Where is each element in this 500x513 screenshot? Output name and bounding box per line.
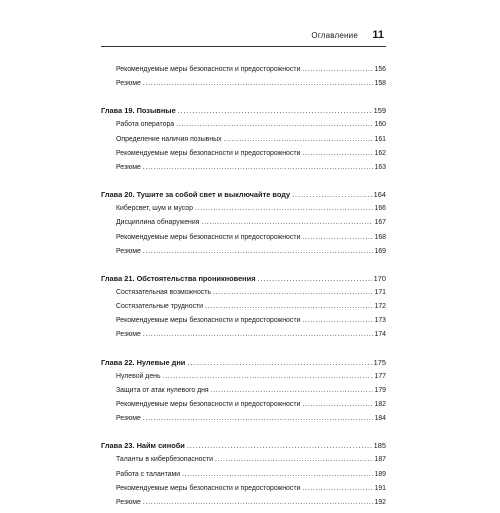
toc-entry-page: 160	[374, 121, 386, 129]
toc-entry-title: Рекомендуемые меры безопасности и предосторожности	[116, 401, 301, 408]
toc-entry-title: Работа с талантами	[116, 470, 181, 478]
toc-dot-leader	[143, 415, 373, 422]
toc-section-entry	[101, 499, 386, 513]
toc-dot-leader	[143, 248, 373, 255]
toc-entry-page: 170	[373, 273, 386, 283]
toc-entry-page: 187	[374, 456, 386, 464]
toc-section-entry	[101, 164, 386, 178]
toc-section-entry	[101, 219, 386, 233]
toc-entry-page: 166	[374, 205, 386, 213]
toc-entry-title: Глава 19. Позывные	[101, 106, 176, 116]
toc-gap	[101, 178, 386, 190]
toc-entry-title: Рекомендуемые меры безопасности и предосторожности	[116, 484, 301, 492]
toc-section-entry	[101, 303, 386, 317]
toc-entry-title: Резюме	[116, 498, 141, 506]
toc-dot-leader	[302, 234, 372, 241]
toc-dot-leader	[187, 441, 372, 450]
toc-entry-title: Резюме	[116, 163, 141, 171]
toc-dot-leader	[201, 219, 372, 226]
toc-dot-leader	[302, 317, 372, 324]
toc-entry-page: 169	[374, 247, 386, 255]
toc-entry-title: Работа оператора	[116, 121, 175, 129]
toc-entry-title: Дисциплина обнаружения	[116, 219, 200, 227]
toc-section-entry	[101, 121, 386, 135]
toc-entry-page: 179	[374, 386, 386, 394]
toc-entry-title: Рекомендуемые меры безопасности и предосторожности	[116, 149, 301, 157]
toc-dot-leader	[211, 387, 373, 394]
toc-entry-page: 182	[374, 401, 386, 408]
toc-dot-leader	[213, 289, 373, 296]
toc-entry-title: Глава 21. Обстоятельства проникновения	[101, 273, 256, 283]
toc-dot-leader	[143, 164, 373, 171]
toc-section-entry	[101, 317, 386, 331]
running-head-section: Оглавление	[311, 31, 358, 40]
toc-dot-leader	[224, 136, 373, 143]
toc-dot-leader	[258, 274, 372, 283]
toc-entry-title: Определение наличия позывных	[116, 135, 222, 143]
toc-section-entry	[101, 331, 386, 345]
toc-entry-page: 191	[374, 484, 386, 492]
toc-section-entry	[101, 248, 386, 262]
toc-entry-page: 161	[374, 135, 386, 143]
toc-dot-leader	[292, 190, 372, 199]
toc-entry-title: Резюме	[116, 247, 141, 255]
toc-chapter-entry	[101, 358, 386, 373]
toc-entry-title: Киберсвет, шум и мусор	[116, 205, 193, 213]
toc-entry-page: 168	[374, 233, 386, 241]
toc-dot-leader	[187, 358, 371, 367]
toc-entry-page: 167	[374, 219, 386, 227]
toc-entry-title: Резюме	[116, 331, 141, 339]
toc-entry-title: Нулевой день	[116, 372, 161, 380]
toc-dot-leader	[178, 106, 372, 115]
toc-section-entry	[101, 401, 386, 415]
toc-section-entry	[101, 289, 386, 303]
toc-entry-title: Таланты в кибербезопасности	[116, 456, 213, 464]
toc-section-entry	[101, 234, 386, 248]
running-head	[101, 28, 386, 47]
toc-entry-page: 177	[374, 372, 386, 380]
toc-section-entry	[101, 471, 386, 485]
toc-chapter-entry	[101, 106, 386, 121]
toc-dot-leader	[143, 80, 373, 87]
toc-chapter-entry	[101, 441, 386, 456]
table-of-contents	[101, 66, 386, 513]
toc-dot-leader	[182, 471, 372, 478]
toc-section-entry	[101, 415, 386, 429]
toc-dot-leader	[205, 303, 372, 310]
toc-section-entry	[101, 456, 386, 470]
toc-entry-title: Состязательные трудности	[116, 303, 204, 311]
toc-entry-page: 172	[374, 303, 386, 311]
toc-section-entry	[101, 205, 386, 219]
toc-dot-leader	[195, 205, 373, 212]
toc-entry-page: 156	[374, 66, 386, 73]
toc-entry-title: Глава 23. Найм синоби	[101, 441, 185, 451]
toc-gap	[101, 262, 386, 274]
book-page	[101, 28, 386, 513]
toc-entry-page: 163	[374, 163, 386, 171]
toc-dot-leader	[215, 456, 373, 463]
toc-gap	[101, 94, 386, 106]
toc-entry-title: Состязательная возможность	[116, 288, 211, 296]
toc-entry-page: 158	[374, 80, 386, 88]
toc-entry-page: 174	[374, 331, 386, 339]
toc-dot-leader	[143, 331, 373, 338]
toc-dot-leader	[302, 66, 372, 73]
toc-dot-leader	[176, 121, 372, 128]
toc-dot-leader	[302, 401, 372, 408]
toc-entry-title: Рекомендуемые меры безопасности и предосторожности	[116, 317, 301, 325]
toc-gap	[101, 346, 386, 358]
toc-chapter-entry	[101, 274, 386, 289]
toc-section-entry	[101, 66, 386, 80]
toc-entry-title: Глава 20. Тушите за собой свет и выключайте воду	[101, 190, 291, 200]
toc-entry-title: Рекомендуемые меры безопасности и предосторожности	[116, 233, 301, 241]
toc-entry-page: 162	[374, 149, 386, 157]
toc-section-entry	[101, 373, 386, 387]
toc-section-entry	[101, 150, 386, 164]
toc-dot-leader	[163, 373, 373, 380]
page-number: 11	[372, 29, 384, 41]
toc-entry-page: 184	[374, 415, 386, 423]
toc-section-entry	[101, 485, 386, 499]
toc-dot-leader	[302, 150, 372, 157]
toc-entry-page: 192	[374, 498, 386, 506]
toc-entry-page: 164	[373, 190, 386, 200]
toc-entry-page: 171	[374, 288, 386, 296]
toc-section-entry	[101, 387, 386, 401]
toc-chapter-entry	[101, 190, 386, 205]
toc-entry-title: Резюме	[116, 80, 141, 88]
toc-gap	[101, 429, 386, 441]
toc-entry-title: Рекомендуемые меры безопасности и предосторожности	[116, 66, 301, 73]
toc-entry-page: 189	[374, 470, 386, 478]
toc-entry-title: Глава 22. Нулевые дни	[101, 357, 186, 367]
toc-entry-title: Резюме	[116, 415, 141, 423]
toc-entry-page: 185	[373, 441, 386, 451]
toc-entry-title: Защита от атак нулевого дня	[116, 386, 209, 394]
toc-section-entry	[101, 136, 386, 150]
toc-entry-page: 159	[373, 106, 386, 116]
toc-dot-leader	[302, 485, 372, 492]
toc-entry-page: 175	[373, 357, 386, 367]
toc-entry-page: 173	[374, 317, 386, 325]
toc-section-entry	[101, 80, 386, 94]
